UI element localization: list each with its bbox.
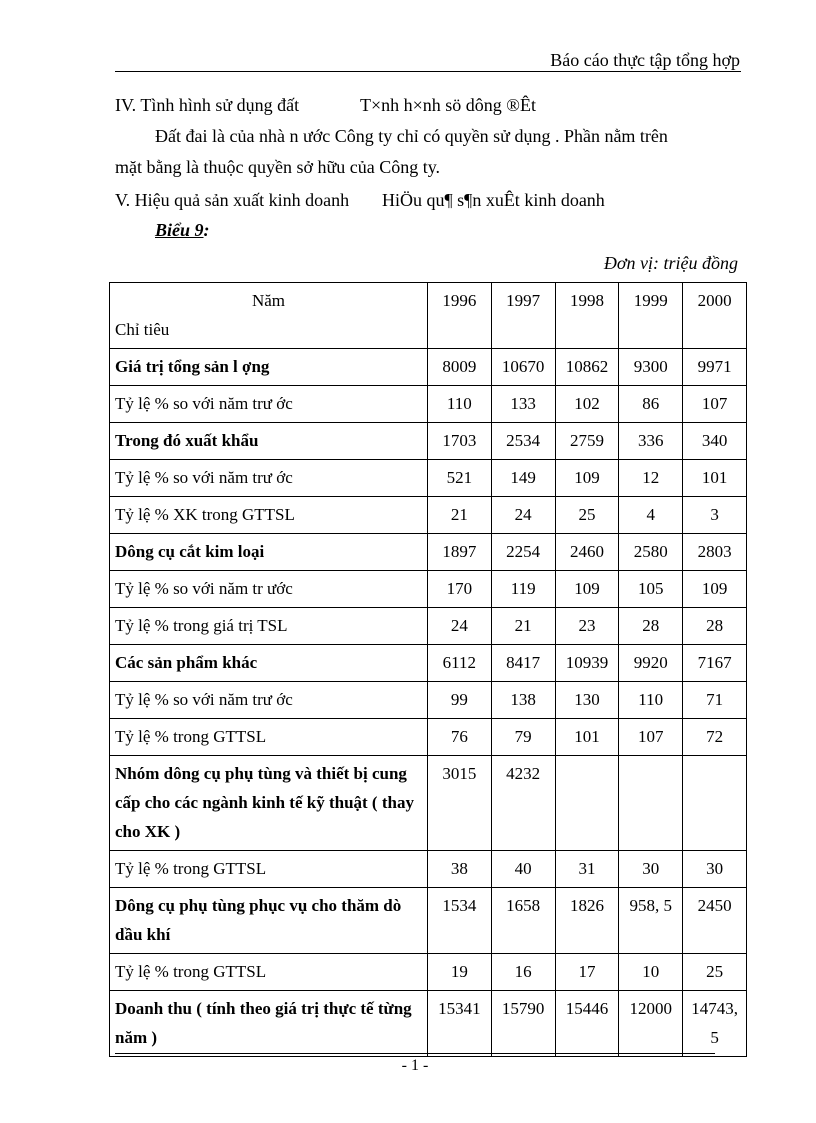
value-cell: 4 <box>619 497 683 534</box>
table-row <box>110 497 747 534</box>
value-cell: 2460 <box>555 534 619 571</box>
value-cell: 1534 <box>427 888 491 954</box>
value-cell: 15790 <box>491 991 555 1057</box>
value-cell: 170 <box>427 571 491 608</box>
table-row <box>110 851 747 888</box>
row-label: Nhóm dông cụ phụ tùng và thiết bị cung cấp cho các ngành kinh tế kỹ thuật ( thay cho XK ) <box>110 756 428 851</box>
value-cell: 149 <box>491 460 555 497</box>
value-cell: 9971 <box>683 349 747 386</box>
value-cell: 28 <box>619 608 683 645</box>
value-cell: 10862 <box>555 349 619 386</box>
value-cell: 521 <box>427 460 491 497</box>
value-cell: 2803 <box>683 534 747 571</box>
table-header-row <box>110 283 747 349</box>
value-cell <box>619 756 683 851</box>
value-cell: 17 <box>555 954 619 991</box>
row-label: Dông cụ cắt kim loại <box>110 534 428 571</box>
row-label: Dông cụ phụ tùng phục vụ cho thăm dò dầu khí <box>110 888 428 954</box>
value-cell: 130 <box>555 682 619 719</box>
value-cell: 1897 <box>427 534 491 571</box>
value-cell: 9920 <box>619 645 683 682</box>
value-cell: 2534 <box>491 423 555 460</box>
table-row <box>110 682 747 719</box>
table-caption-label: Biểu 9 <box>155 220 204 240</box>
value-cell: 102 <box>555 386 619 423</box>
year-1998: 1998 <box>555 283 619 349</box>
value-cell: 109 <box>683 571 747 608</box>
value-cell: 19 <box>427 954 491 991</box>
value-cell: 38 <box>427 851 491 888</box>
value-cell: 340 <box>683 423 747 460</box>
value-cell: 10 <box>619 954 683 991</box>
value-cell: 8009 <box>427 349 491 386</box>
value-cell: 958, 5 <box>619 888 683 954</box>
value-cell: 1703 <box>427 423 491 460</box>
value-cell: 3 <box>683 497 747 534</box>
value-cell: 107 <box>619 719 683 756</box>
value-cell: 8417 <box>491 645 555 682</box>
header-indicator-label: Chỉ tiêu <box>115 320 170 339</box>
row-label: Trong đó xuất khẩu <box>110 423 428 460</box>
value-cell: 6112 <box>427 645 491 682</box>
table-row <box>110 608 747 645</box>
value-cell: 133 <box>491 386 555 423</box>
year-1999: 1999 <box>619 283 683 349</box>
value-cell: 110 <box>619 682 683 719</box>
row-label: Tỷ lệ % trong GTTSL <box>110 851 428 888</box>
table-row <box>110 423 747 460</box>
value-cell: 15446 <box>555 991 619 1057</box>
value-cell: 40 <box>491 851 555 888</box>
section-5-heading: V. Hiệu quả sản xuất kinh doanh <box>115 190 350 210</box>
header-corner-cell <box>110 283 428 349</box>
value-cell: 138 <box>491 682 555 719</box>
row-label: Tỷ lệ % XK trong GTTSL <box>110 497 428 534</box>
value-cell: 28 <box>683 608 747 645</box>
value-cell: 2254 <box>491 534 555 571</box>
page-number: - 1 - <box>401 1057 429 1074</box>
value-cell: 24 <box>491 497 555 534</box>
value-cell: 86 <box>619 386 683 423</box>
footer-rule <box>115 1053 715 1054</box>
value-cell: 79 <box>491 719 555 756</box>
value-cell: 31 <box>555 851 619 888</box>
value-cell: 336 <box>619 423 683 460</box>
value-cell: 72 <box>683 719 747 756</box>
year-1997: 1997 <box>491 283 555 349</box>
value-cell: 24 <box>427 608 491 645</box>
section-4-heading: IV. Tình hình sử dụng đất <box>115 95 300 115</box>
year-1996: 1996 <box>427 283 491 349</box>
value-cell: 12000 <box>619 991 683 1057</box>
value-cell: 23 <box>555 608 619 645</box>
value-cell: 119 <box>491 571 555 608</box>
value-cell <box>555 756 619 851</box>
table-row <box>110 534 747 571</box>
section-5-heading-garbled: HiÖu qu¶ s¶n xuÊt kinh doanh <box>382 190 605 210</box>
table-row <box>110 349 747 386</box>
value-cell: 21 <box>427 497 491 534</box>
value-cell: 107 <box>683 386 747 423</box>
table-caption-suffix: : <box>203 220 210 240</box>
value-cell: 2759 <box>555 423 619 460</box>
value-cell: 99 <box>427 682 491 719</box>
row-label: Giá trị tổng sản l ợng <box>110 349 428 386</box>
value-cell: 30 <box>619 851 683 888</box>
value-cell: 109 <box>555 460 619 497</box>
production-table <box>109 282 747 1057</box>
value-cell: 9300 <box>619 349 683 386</box>
row-label: Tỷ lệ % so với năm trư ớc <box>110 682 428 719</box>
row-label: Tỷ lệ % so với năm trư ớc <box>110 460 428 497</box>
row-label: Tỷ lệ % trong GTTSL <box>110 719 428 756</box>
row-label: Tỷ lệ % trong giá trị TSL <box>110 608 428 645</box>
value-cell: 3015 <box>427 756 491 851</box>
value-cell: 101 <box>683 460 747 497</box>
table-row <box>110 954 747 991</box>
paragraph-line-1: Đất đai là của nhà n ước Công ty chỉ có quyền sử dụng . Phần nằm trên <box>155 126 668 146</box>
table-caption <box>155 220 210 241</box>
value-cell: 16 <box>491 954 555 991</box>
header-year-label: Năm <box>251 291 285 310</box>
table-row <box>110 888 747 954</box>
table-row <box>110 645 747 682</box>
value-cell: 12 <box>619 460 683 497</box>
value-cell: 110 <box>427 386 491 423</box>
value-cell: 25 <box>683 954 747 991</box>
table-row <box>110 571 747 608</box>
value-cell: 109 <box>555 571 619 608</box>
table-row <box>110 386 747 423</box>
header-rule <box>115 71 741 72</box>
value-cell: 71 <box>683 682 747 719</box>
value-cell: 10939 <box>555 645 619 682</box>
section-4-heading-garbled: T×nh h×nh sö dông ®Êt <box>360 95 536 115</box>
row-label: Tỷ lệ % so với năm trư ớc <box>110 386 428 423</box>
value-cell: 21 <box>491 608 555 645</box>
unit-note: Đơn vị: triệu đồng <box>603 253 738 273</box>
value-cell: 76 <box>427 719 491 756</box>
row-label: Tỷ lệ % trong GTTSL <box>110 954 428 991</box>
value-cell <box>683 756 747 851</box>
value-cell: 1826 <box>555 888 619 954</box>
value-cell: 4232 <box>491 756 555 851</box>
value-cell: 15341 <box>427 991 491 1057</box>
paragraph-line-2: mặt bằng là thuộc quyền sở hữu của Công ty. <box>115 157 441 177</box>
value-cell: 1658 <box>491 888 555 954</box>
year-2000: 2000 <box>683 283 747 349</box>
value-cell: 10670 <box>491 349 555 386</box>
value-cell: 25 <box>555 497 619 534</box>
table-row <box>110 719 747 756</box>
value-cell: 105 <box>619 571 683 608</box>
value-cell: 2450 <box>683 888 747 954</box>
value-cell: 7167 <box>683 645 747 682</box>
running-header-title: Báo cáo thực tập tổng hợp <box>550 50 740 70</box>
row-label: Tỷ lệ % so với năm tr ước <box>110 571 428 608</box>
value-cell: 14743, 5 <box>683 991 747 1057</box>
table-row <box>110 460 747 497</box>
row-label: Doanh thu ( tính theo giá trị thực tế từng năm ) <box>110 991 428 1057</box>
value-cell: 2580 <box>619 534 683 571</box>
table-row <box>110 991 747 1057</box>
value-cell: 30 <box>683 851 747 888</box>
row-label: Các sản phẩm khác <box>110 645 428 682</box>
table-row <box>110 756 747 851</box>
value-cell: 101 <box>555 719 619 756</box>
